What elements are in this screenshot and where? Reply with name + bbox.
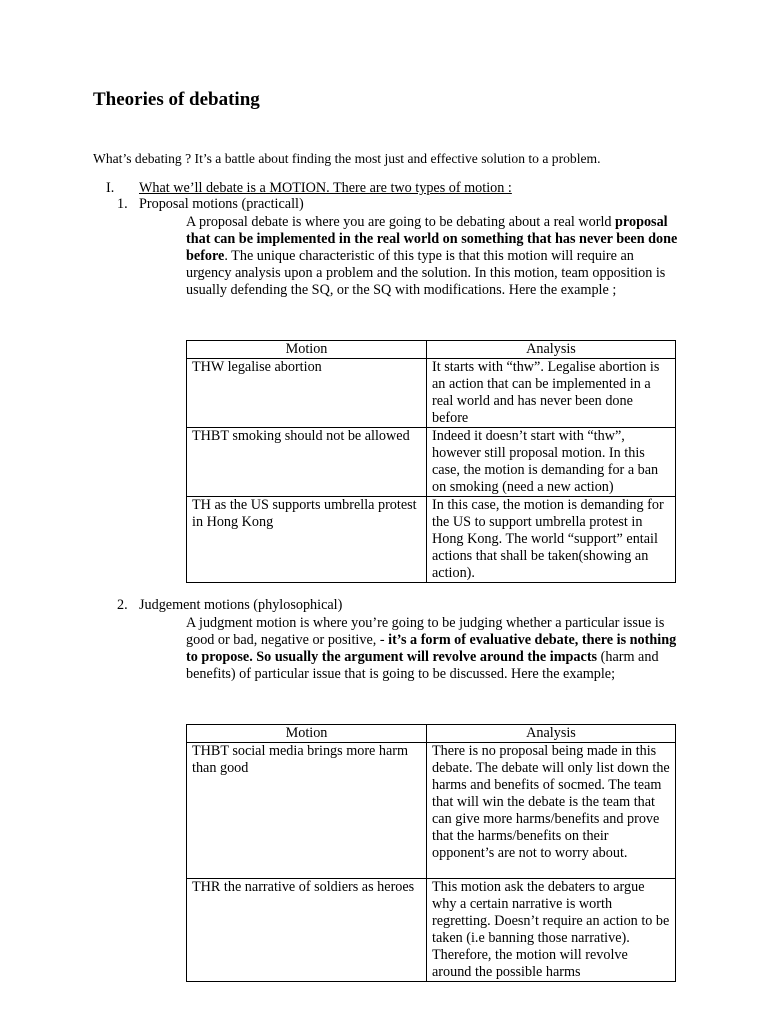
header-analysis: Analysis <box>427 725 676 743</box>
judgement-text-b: (harm and benefits) of particular issue that is going to be discussed. Here the example; <box>186 649 659 682</box>
section-text: What we’ll debate is a MOTION. There are two types of motion : <box>139 180 512 196</box>
header-analysis: Analysis <box>427 341 676 359</box>
proposal-description <box>186 214 682 299</box>
item-number: 2. <box>117 597 128 613</box>
motion-cell: THR the narrative of soldiers as heroes <box>187 879 427 982</box>
proposal-text-bold: proposal that can be implemented in the real world on something that has never been done before <box>186 214 678 264</box>
item-label: Proposal motions (practicall) <box>139 196 304 212</box>
page-title: Theories of debating <box>93 89 260 110</box>
header-motion: Motion <box>187 725 427 743</box>
intro-paragraph: What’s debating ? It’s a battle about finding the most just and effective solution to a problem. <box>93 151 601 166</box>
section-number: I. <box>106 180 115 196</box>
motion-cell: TH as the US supports umbrella protest in Hong Kong <box>187 497 427 583</box>
item-number: 1. <box>117 196 128 212</box>
judgement-description <box>186 615 682 683</box>
item-proposal-motions <box>117 196 304 213</box>
judgement-text-bold: it’s a form of evaluative debate, there is nothing to propose. So usually the argument will revolve around the impacts <box>186 632 677 665</box>
proposal-motions-table <box>186 340 676 583</box>
motion-cell: THW legalise abortion <box>187 359 427 428</box>
proposal-text-a: A proposal debate is where you are going to be debating about a real world <box>186 214 616 230</box>
table-row <box>187 879 676 982</box>
analysis-cell: In this case, the motion is demanding for the US to support umbrella protest in Hong Kong. The world “support” entail actions that shall be taken(showing an action). <box>427 497 676 583</box>
proposal-text-b: . The unique characteristic of this type is that this motion will require an urgency analysis upon a problem and the solution. In this motion, team opposition is usually defending the SQ, or the SQ with modifications. Here the example ; <box>186 248 666 298</box>
section-heading <box>106 180 512 197</box>
judgement-motions-table <box>186 724 676 982</box>
table-row <box>187 428 676 497</box>
table-row <box>187 497 676 583</box>
table-row <box>187 743 676 879</box>
item-judgement-motions <box>117 597 342 614</box>
analysis-cell: There is no proposal being made in this debate. The debate will only list down the harms and benefits of socmed. The team that will win the debate is the team that can give more harms/benefits and prove that the harms/benefits on their opponent’s are not to worry about. <box>427 743 676 879</box>
analysis-cell: It starts with “thw”. Legalise abortion is an action that can be implemented in a real world and has never been done before <box>427 359 676 428</box>
table-header-row <box>187 725 676 743</box>
item-label: Judgement motions (phylosophical) <box>139 597 343 613</box>
table-row <box>187 359 676 428</box>
judgement-text-a: A judgment motion is where you’re going to be judging whether a particular issue is good or bad, negative or positive, - <box>186 615 665 648</box>
header-motion: Motion <box>187 341 427 359</box>
table-header-row <box>187 341 676 359</box>
motion-cell: THBT smoking should not be allowed <box>187 428 427 497</box>
analysis-cell: This motion ask the debaters to argue why a certain narrative is worth regretting. Doesn’t require an action to be taken (i.e banning those narrative). Therefore, the motion will revolve around the possible harms <box>427 879 676 982</box>
motion-cell: THBT social media brings more harm than good <box>187 743 427 879</box>
analysis-cell: Indeed it doesn’t start with “thw”, however still proposal motion. In this case, the motion is demanding for a ban on smoking (need a new action) <box>427 428 676 497</box>
